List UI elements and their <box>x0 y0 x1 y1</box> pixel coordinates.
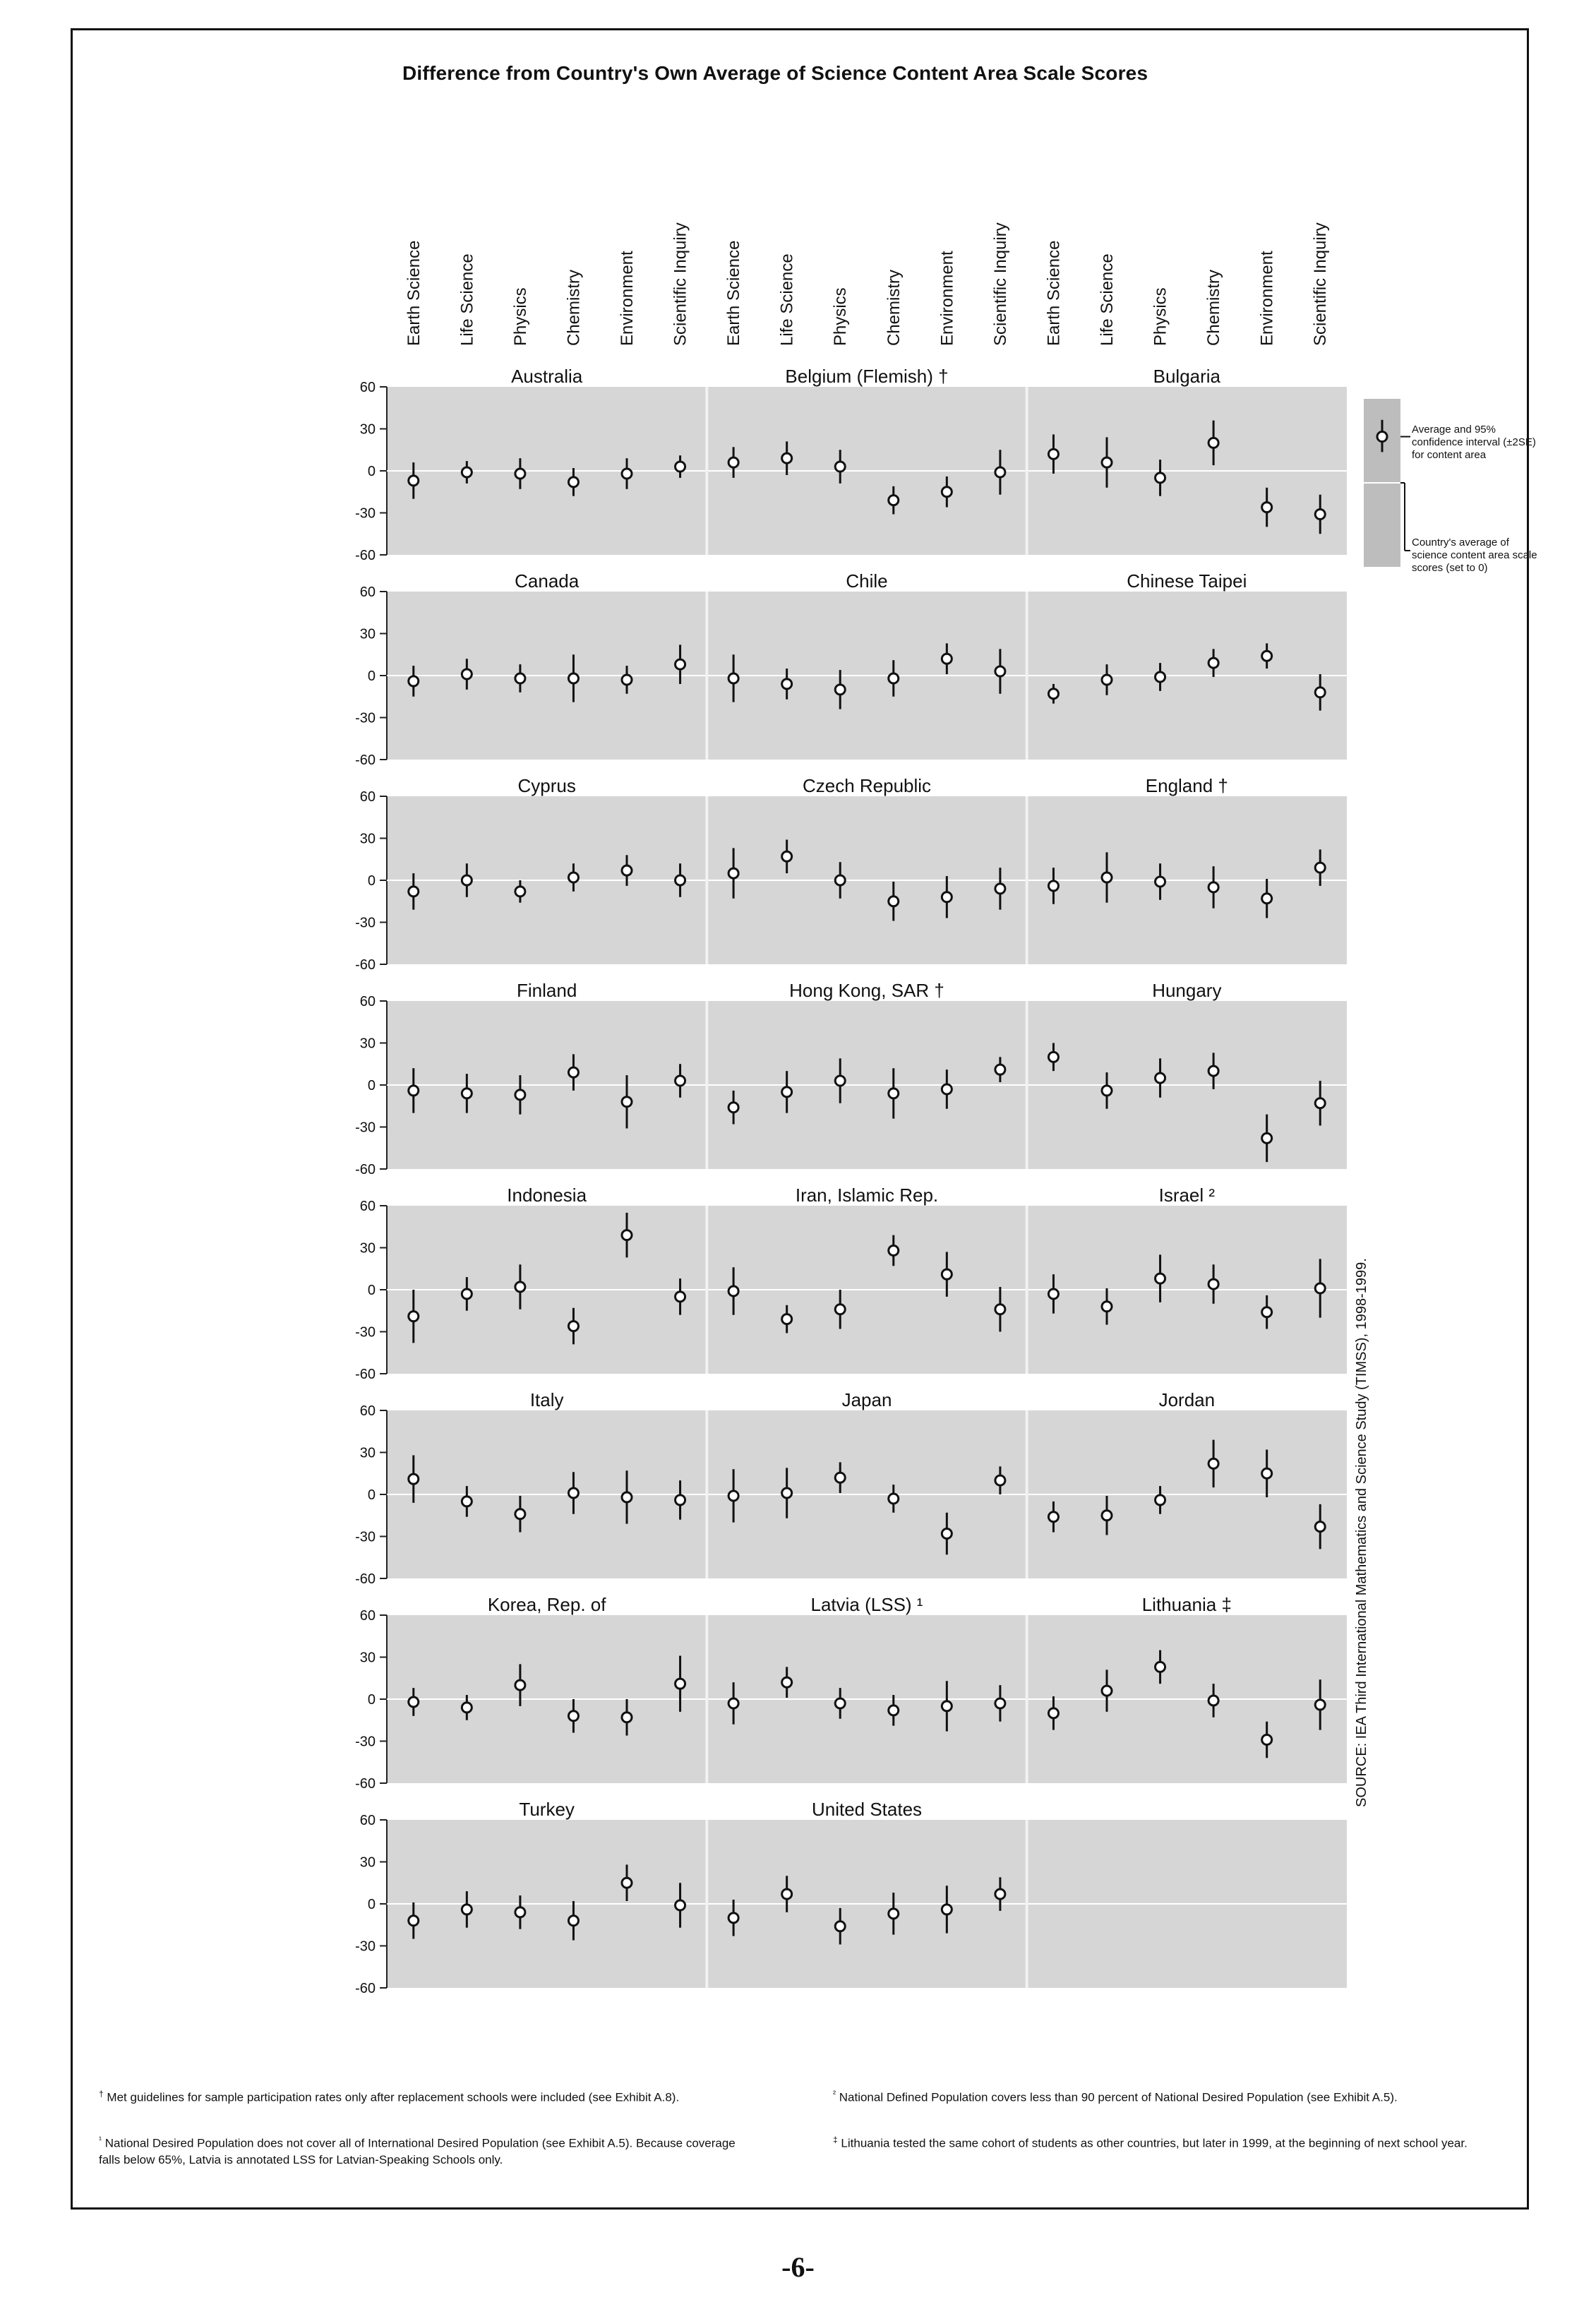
data-point <box>409 1697 419 1707</box>
y-tick-label: -30 <box>355 1324 376 1341</box>
data-point <box>995 666 1005 676</box>
data-point <box>728 673 738 683</box>
y-tick-label: 60 <box>359 1403 376 1419</box>
data-point <box>835 1076 845 1086</box>
data-point <box>1048 1289 1058 1299</box>
data-point <box>1262 1133 1272 1143</box>
data-point <box>889 1909 899 1919</box>
country-name: Hungary <box>1152 980 1222 1001</box>
country-name: Turkey <box>519 1799 575 1820</box>
data-point <box>568 1321 578 1331</box>
data-point <box>889 1245 899 1255</box>
data-point <box>1315 1700 1325 1710</box>
data-point <box>515 1282 525 1292</box>
data-point <box>782 1889 792 1899</box>
data-point <box>728 1698 738 1708</box>
data-point <box>995 467 1005 477</box>
footnote-lithuania <box>833 2132 1504 2152</box>
data-point <box>622 1230 632 1240</box>
y-tick-label: -30 <box>355 915 376 931</box>
data-point <box>462 1905 472 1914</box>
chart-title: Difference from Country's Own Average of Science Content Area Scale Scores <box>402 62 1148 84</box>
data-point <box>835 462 845 472</box>
data-point <box>942 1084 952 1094</box>
data-point <box>515 1907 525 1917</box>
country-name: Czech Republic <box>802 775 932 796</box>
data-point <box>515 1090 525 1100</box>
data-point <box>728 1103 738 1113</box>
column-header: Scientific Inquiry <box>1311 222 1331 346</box>
data-point <box>409 476 419 486</box>
data-point <box>835 685 845 695</box>
data-point <box>676 1495 685 1505</box>
y-tick-label: 0 <box>367 1283 376 1298</box>
data-point <box>568 1488 578 1498</box>
data-point <box>676 875 685 885</box>
data-point <box>1048 449 1058 459</box>
data-point <box>942 1529 952 1539</box>
data-point <box>782 851 792 861</box>
y-tick-label: 60 <box>359 994 376 1009</box>
y-tick-label: 30 <box>359 626 376 642</box>
data-point <box>889 1089 899 1098</box>
y-tick-label: 60 <box>359 1813 376 1828</box>
country-name: Latvia (LSS) ¹ <box>810 1594 923 1615</box>
data-point <box>568 673 578 683</box>
data-point <box>835 1305 845 1314</box>
data-point <box>409 676 419 686</box>
y-tick-label: 0 <box>367 873 376 889</box>
country-name: Belgium (Flemish) † <box>785 366 949 387</box>
data-point <box>1102 1511 1112 1521</box>
data-point <box>835 1698 845 1708</box>
data-point <box>889 673 899 683</box>
country-name: Indonesia <box>507 1185 587 1206</box>
footnote-text: National Defined Population covers less than 90 percent of National Desired Population (see Exhibit A.5). <box>839 2090 1398 2104</box>
footnote-replacement <box>99 2086 755 2106</box>
column-header: Physics <box>1151 287 1170 346</box>
data-point <box>1156 473 1165 483</box>
column-header: Environment <box>618 251 637 346</box>
legend-point <box>1377 432 1387 442</box>
data-point <box>1102 1086 1112 1096</box>
y-tick-label: -60 <box>355 1367 376 1382</box>
column-header: Environment <box>937 251 957 346</box>
y-tick-label: -60 <box>355 1776 376 1792</box>
footnote-mark: † <box>99 2089 104 2099</box>
column-header: Life Science <box>1098 253 1117 346</box>
y-tick-label: 30 <box>359 1036 376 1052</box>
country-name: Chile <box>846 570 888 592</box>
data-point <box>942 1905 952 1914</box>
footnote-latvia <box>99 2132 755 2168</box>
data-point <box>622 469 632 479</box>
data-point <box>676 462 685 472</box>
data-point <box>942 654 952 664</box>
data-point <box>1262 1307 1272 1317</box>
data-point <box>1208 1458 1218 1468</box>
data-point <box>1102 457 1112 467</box>
country-name: Iran, Islamic Rep. <box>795 1185 939 1206</box>
data-point <box>1262 1468 1272 1478</box>
page-number: -6- <box>781 2251 815 2283</box>
data-point <box>568 1711 578 1721</box>
footnote-mark: ¹ <box>99 2135 102 2145</box>
data-point <box>1102 1686 1112 1696</box>
data-point <box>995 1475 1005 1485</box>
y-tick-label: 0 <box>367 1078 376 1093</box>
data-point <box>1102 1302 1112 1312</box>
column-header: Chemistry <box>884 269 904 346</box>
column-header: Scientific Inquiry <box>990 222 1010 346</box>
column-header: Physics <box>510 287 530 346</box>
data-point <box>782 1087 792 1097</box>
data-point <box>515 1680 525 1690</box>
data-point <box>995 1698 1005 1708</box>
data-point <box>1315 1522 1325 1532</box>
data-point <box>622 1492 632 1502</box>
country-name: Lithuania ‡ <box>1141 1594 1232 1615</box>
data-point <box>1102 675 1112 685</box>
country-name: Korea, Rep. of <box>487 1594 606 1615</box>
data-point <box>568 1916 578 1926</box>
y-tick-label: 30 <box>359 1854 376 1871</box>
data-point <box>728 1491 738 1501</box>
data-point <box>1156 672 1165 682</box>
country-name: Cyprus <box>517 775 576 796</box>
data-point <box>1048 1052 1058 1062</box>
y-tick-label: 0 <box>367 1692 376 1708</box>
data-point <box>1208 438 1218 448</box>
legend-average-ci: Average and 95% confidence interval (±2SE) for content area <box>1412 424 1536 461</box>
data-point <box>515 469 525 479</box>
data-point <box>1208 1279 1218 1289</box>
data-point <box>676 659 685 669</box>
country-name: Hong Kong, SAR † <box>789 980 944 1001</box>
data-point <box>1156 877 1165 887</box>
y-tick-label: 0 <box>367 464 376 479</box>
column-header: Earth Science <box>724 240 744 346</box>
data-point <box>1156 1073 1165 1083</box>
column-header: Life Science <box>457 253 477 346</box>
column-header: Chemistry <box>1204 269 1224 346</box>
y-tick-label: 60 <box>359 789 376 805</box>
data-point <box>728 868 738 878</box>
y-tick-label: -60 <box>355 753 376 768</box>
data-point <box>889 1494 899 1504</box>
country-name: Chinese Taipei <box>1127 570 1247 592</box>
data-point <box>1315 1283 1325 1293</box>
data-point <box>676 1679 685 1689</box>
country-name: Israel ² <box>1158 1185 1216 1206</box>
column-header: Life Science <box>777 253 797 346</box>
country-name: Finland <box>517 980 577 1001</box>
data-point <box>889 496 899 505</box>
column-header: Environment <box>1257 251 1277 346</box>
y-tick-label: 30 <box>359 1650 376 1666</box>
y-tick-label: 30 <box>359 1240 376 1257</box>
country-name: Jordan <box>1158 1389 1216 1410</box>
y-tick-label: -60 <box>355 1981 376 1996</box>
data-point <box>782 1677 792 1687</box>
data-point <box>1262 651 1272 661</box>
data-point <box>409 1312 419 1321</box>
data-point <box>835 875 845 885</box>
data-point <box>676 1076 685 1086</box>
y-tick-label: 0 <box>367 669 376 684</box>
data-point <box>1315 863 1325 873</box>
y-tick-label: -60 <box>355 1162 376 1177</box>
footnote-israel <box>833 2086 1504 2106</box>
y-tick-label: 60 <box>359 1608 376 1624</box>
data-point <box>889 1705 899 1715</box>
country-name: Bulgaria <box>1153 366 1221 387</box>
data-point <box>995 1889 1005 1899</box>
data-point <box>462 1703 472 1713</box>
data-point <box>728 1286 738 1296</box>
data-point <box>995 884 1005 894</box>
data-point <box>942 1701 952 1711</box>
data-point <box>409 887 419 897</box>
data-point <box>462 1089 472 1098</box>
data-point <box>622 675 632 685</box>
data-point <box>462 1497 472 1506</box>
data-point <box>835 1473 845 1482</box>
y-tick-label: -60 <box>355 1571 376 1587</box>
data-point <box>1262 503 1272 512</box>
column-header: Earth Science <box>404 240 424 346</box>
data-point <box>942 487 952 497</box>
data-point <box>462 875 472 885</box>
column-header: Earth Science <box>1044 240 1064 346</box>
data-point <box>568 477 578 487</box>
y-tick-label: 30 <box>359 831 376 847</box>
data-point <box>462 669 472 679</box>
data-point <box>676 1900 685 1910</box>
country-name: Japan <box>841 1389 892 1410</box>
legend-country-average: Country's average of science content area scale scores (set to 0) <box>1412 536 1537 574</box>
data-point <box>1048 881 1058 891</box>
footnote-mark: ‡ <box>833 2135 838 2145</box>
data-point <box>1315 688 1325 697</box>
country-name: Australia <box>511 366 583 387</box>
data-point <box>622 865 632 875</box>
data-point <box>515 1509 525 1519</box>
y-tick-label: 30 <box>359 421 376 438</box>
data-point <box>1048 1512 1058 1522</box>
country-name: United States <box>811 1799 923 1820</box>
data-point <box>1208 658 1218 668</box>
data-point <box>1208 1066 1218 1076</box>
data-point <box>1208 1696 1218 1705</box>
data-point <box>1156 1495 1165 1505</box>
column-header: Scientific Inquiry <box>671 222 690 346</box>
column-header: Chemistry <box>564 269 584 346</box>
y-tick-label: -30 <box>355 1529 376 1545</box>
y-tick-label: 60 <box>359 1199 376 1214</box>
data-point <box>995 1065 1005 1074</box>
data-point <box>1048 689 1058 699</box>
country-name: England † <box>1145 775 1228 796</box>
data-point <box>1208 882 1218 892</box>
data-point <box>462 467 472 477</box>
data-point <box>1156 1662 1165 1672</box>
data-point <box>1102 873 1112 882</box>
data-point <box>409 1086 419 1096</box>
y-tick-label: 0 <box>367 1487 376 1503</box>
y-tick-label: 0 <box>367 1897 376 1912</box>
data-point <box>515 887 525 897</box>
column-header: Physics <box>831 287 851 346</box>
data-point <box>995 1305 1005 1314</box>
data-point <box>568 1067 578 1077</box>
footnote-text: Met guidelines for sample participation rates only after replacement schools were included (see Exhibit A.8). <box>107 2090 680 2104</box>
data-point <box>782 1314 792 1324</box>
data-point <box>782 453 792 463</box>
data-point <box>515 673 525 683</box>
y-tick-label: -30 <box>355 710 376 726</box>
y-tick-label: 60 <box>359 585 376 600</box>
data-point <box>942 892 952 902</box>
country-name: Canada <box>515 570 580 592</box>
y-tick-label: -60 <box>355 548 376 563</box>
data-point <box>782 679 792 689</box>
data-point <box>622 1097 632 1107</box>
country-name: Italy <box>529 1389 564 1410</box>
data-point <box>622 1878 632 1888</box>
y-tick-label: 30 <box>359 1445 376 1461</box>
y-tick-label: -30 <box>355 1734 376 1750</box>
data-point <box>676 1292 685 1302</box>
data-point <box>1315 1098 1325 1108</box>
y-tick-label: 60 <box>359 380 376 395</box>
data-point <box>622 1713 632 1722</box>
data-point <box>568 873 578 882</box>
data-point <box>1156 1273 1165 1283</box>
footnote-text: National Desired Population does not cover all of International Desired Population (see Exhibit A.5). Because coverage falls below 65%, Latvia is annotated LSS for Latvian-Speaking Schools only. <box>99 2136 736 2166</box>
data-point <box>1048 1708 1058 1718</box>
data-point <box>835 1922 845 1931</box>
data-point <box>409 1474 419 1484</box>
footnote-text: Lithuania tested the same cohort of students as other countries, but later in 1999, at the beginning of next school year. <box>841 2136 1468 2150</box>
data-point <box>728 457 738 467</box>
data-point <box>1315 509 1325 519</box>
data-point <box>409 1916 419 1926</box>
data-point <box>462 1289 472 1299</box>
y-tick-label: -60 <box>355 957 376 973</box>
data-point <box>1262 894 1272 904</box>
data-point <box>942 1269 952 1279</box>
y-tick-label: -30 <box>355 505 376 522</box>
data-point <box>782 1488 792 1498</box>
footnote-mark: ² <box>833 2089 836 2099</box>
y-tick-label: -30 <box>355 1120 376 1136</box>
y-tick-label: -30 <box>355 1938 376 1955</box>
source-note: SOURCE: IEA Third International Mathematics and Science Study (TIMSS), 1998-1999. <box>1354 1258 1369 1807</box>
data-point <box>728 1913 738 1923</box>
data-point <box>889 897 899 906</box>
data-point <box>1262 1735 1272 1745</box>
